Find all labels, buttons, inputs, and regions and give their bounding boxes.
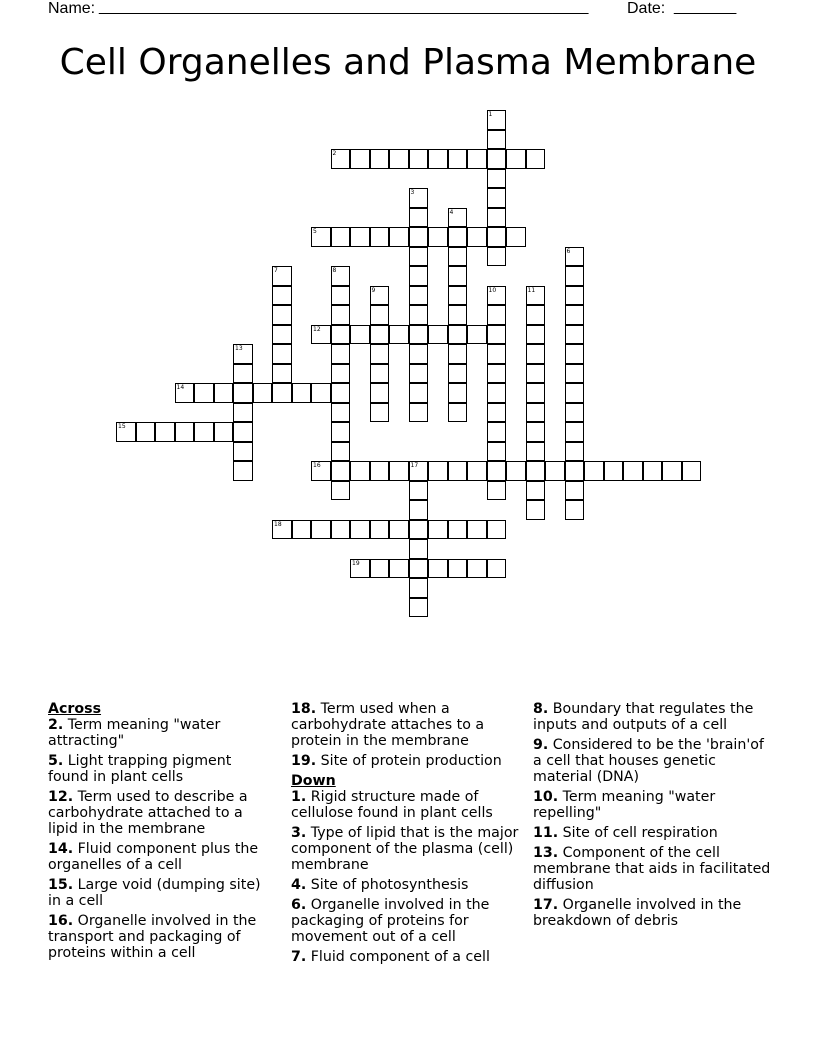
- clue-number: 8.: [533, 701, 549, 717]
- crossword-cell[interactable]: [409, 403, 429, 423]
- clue-text: Organelle involved in the transport and packaging of proteins within a cell: [48, 913, 257, 961]
- clue-number: 17: [410, 462, 419, 469]
- crossword-cell[interactable]: [448, 559, 468, 579]
- crossword-cell[interactable]: [565, 442, 585, 462]
- crossword-cell[interactable]: [526, 422, 546, 442]
- clue-item: [533, 701, 773, 733]
- clue-number: 15.: [48, 877, 74, 893]
- clue-number: 18.: [291, 701, 317, 717]
- crossword-cell[interactable]: [565, 305, 585, 325]
- crossword-cell[interactable]: [409, 598, 429, 618]
- clue-text: Term used when a carbohydrate attaches to a protein in the membrane: [291, 701, 485, 749]
- crossword-cell[interactable]: [233, 442, 253, 462]
- crossword-cell[interactable]: [428, 227, 448, 247]
- clue-number: 4: [449, 208, 454, 216]
- crossword-cell[interactable]: [506, 227, 526, 247]
- crossword-cell[interactable]: [565, 481, 585, 501]
- crossword-cell[interactable]: [292, 383, 312, 403]
- crossword-cell[interactable]: [565, 247, 585, 267]
- crossword-cell[interactable]: [487, 344, 507, 364]
- crossword-cell[interactable]: [623, 461, 643, 481]
- crossword-cell[interactable]: [370, 461, 390, 481]
- crossword-cell[interactable]: [350, 520, 370, 540]
- crossword-cell[interactable]: [565, 286, 585, 306]
- clue-item: [291, 701, 527, 749]
- crossword-cell[interactable]: [409, 481, 429, 501]
- crossword-cell[interactable]: [409, 559, 429, 579]
- crossword-cell[interactable]: [311, 325, 331, 345]
- crossword-cell[interactable]: [448, 364, 468, 384]
- crossword-cell[interactable]: [428, 461, 448, 481]
- clue-text: Organelle involved in the packaging of proteins for movement out of a cell: [291, 897, 490, 945]
- crossword-cell[interactable]: [233, 344, 253, 364]
- clue-item: [48, 841, 276, 873]
- crossword-cell[interactable]: [545, 461, 565, 481]
- clue-number: 7: [274, 267, 278, 274]
- clue-text: Site of cell respiration: [558, 825, 718, 841]
- crossword-cell[interactable]: [448, 266, 468, 286]
- crossword-cell[interactable]: [682, 461, 702, 481]
- crossword-cell[interactable]: [233, 364, 253, 384]
- crossword-cell[interactable]: [409, 325, 429, 345]
- crossword-cell[interactable]: [331, 305, 351, 325]
- crossword-cell[interactable]: [448, 325, 468, 345]
- clue-item: [533, 897, 773, 929]
- crossword-cell[interactable]: [370, 227, 390, 247]
- clue-item: [291, 753, 527, 769]
- crossword-cell[interactable]: [331, 227, 351, 247]
- crossword-cell[interactable]: [448, 305, 468, 325]
- clue-text: Site of photosynthesis: [306, 877, 469, 893]
- crossword-cell[interactable]: [272, 305, 292, 325]
- crossword-cell[interactable]: [487, 169, 507, 189]
- crossword-cell[interactable]: [155, 422, 175, 442]
- crossword-cell[interactable]: [311, 461, 331, 481]
- crossword-cell[interactable]: [389, 149, 409, 169]
- crossword-cell[interactable]: [311, 520, 331, 540]
- crossword-cell[interactable]: [565, 383, 585, 403]
- crossword-cell[interactable]: [409, 188, 429, 208]
- crossword-cell[interactable]: [487, 208, 507, 228]
- clue-number: 14.: [48, 841, 74, 857]
- clue-text: Light trapping pigment found in plant cells: [48, 753, 232, 785]
- crossword-cell[interactable]: [448, 383, 468, 403]
- crossword-cell[interactable]: [487, 286, 507, 306]
- clue-text: Considered to be the 'brain'of a cell that houses genetic material (DNA): [533, 737, 764, 785]
- crossword-cell[interactable]: [272, 364, 292, 384]
- page-title: Cell Organelles and Plasma Membrane: [59, 42, 757, 83]
- crossword-cell[interactable]: [409, 364, 429, 384]
- crossword-cell[interactable]: [331, 344, 351, 364]
- crossword-cell[interactable]: [565, 422, 585, 442]
- crossword-cell[interactable]: [526, 383, 546, 403]
- crossword-cell[interactable]: [565, 500, 585, 520]
- clue-number: 19: [352, 559, 360, 567]
- crossword-cell[interactable]: [448, 149, 468, 169]
- crossword-cell[interactable]: [272, 325, 292, 345]
- crossword-cell[interactable]: [409, 227, 429, 247]
- clue-item: [48, 753, 276, 785]
- clue-number: 17.: [533, 897, 559, 913]
- crossword-cell[interactable]: [487, 130, 507, 150]
- crossword-cell[interactable]: [272, 383, 292, 403]
- crossword-cell[interactable]: [526, 364, 546, 384]
- clue-text: Fluid component of a cell: [306, 949, 490, 965]
- crossword-cell[interactable]: [487, 149, 507, 169]
- clue-number: 3.: [291, 825, 307, 841]
- crossword-cell[interactable]: [604, 461, 624, 481]
- clue-item: [291, 949, 527, 965]
- crossword-cell[interactable]: [428, 149, 448, 169]
- clue-number: 3: [410, 189, 415, 196]
- crossword-cell[interactable]: [487, 481, 507, 501]
- crossword-cell[interactable]: [448, 520, 468, 540]
- crossword-cell[interactable]: [409, 344, 429, 364]
- crossword-cell[interactable]: [565, 364, 585, 384]
- crossword-cell[interactable]: [409, 247, 429, 267]
- crossword-cell[interactable]: [487, 422, 507, 442]
- clue-text: Boundary that regulates the inputs and outputs of a cell: [533, 701, 754, 733]
- crossword-cell[interactable]: [467, 149, 487, 169]
- crossword-cell[interactable]: [370, 149, 390, 169]
- crossword-cell[interactable]: [526, 461, 546, 481]
- clue-text: Rigid structure made of cellulose found in plant cells: [291, 789, 493, 821]
- crossword-cell[interactable]: [448, 286, 468, 306]
- crossword-cell[interactable]: [448, 208, 468, 228]
- crossword-cell[interactable]: [175, 383, 195, 403]
- clue-number: 12: [313, 325, 321, 333]
- crossword-cell[interactable]: [506, 461, 526, 481]
- crossword-cell[interactable]: [428, 325, 448, 345]
- date-label: Date:: [627, 0, 666, 17]
- clue-text: Term used to describe a carbohydrate attached to a lipid in the membrane: [48, 789, 248, 837]
- clue-item: [48, 789, 276, 837]
- crossword-cell[interactable]: [487, 461, 507, 481]
- crossword-cell[interactable]: [331, 403, 351, 423]
- clue-text: Term meaning "water repelling": [533, 789, 716, 821]
- crossword-cell[interactable]: [331, 422, 351, 442]
- clue-text: Fluid component plus the organelles of a cell: [48, 841, 259, 873]
- clue-number: 6: [566, 247, 571, 255]
- crossword-cell[interactable]: [331, 520, 351, 540]
- clue-column-3: [533, 701, 773, 933]
- crossword-cell[interactable]: [428, 559, 448, 579]
- crossword-cell[interactable]: [214, 422, 234, 442]
- crossword-cell[interactable]: [350, 559, 370, 579]
- crossword-cell[interactable]: [233, 461, 253, 481]
- crossword-cell[interactable]: [350, 461, 370, 481]
- crossword-cell[interactable]: [643, 461, 663, 481]
- crossword-cell[interactable]: [389, 559, 409, 579]
- crossword-cell[interactable]: [487, 403, 507, 423]
- clue-number: 12.: [48, 789, 74, 805]
- crossword-cell[interactable]: [370, 383, 390, 403]
- clue-text: Term meaning "water attracting": [48, 717, 221, 749]
- crossword-cell[interactable]: [409, 266, 429, 286]
- crossword-cell[interactable]: [331, 383, 351, 403]
- crossword-cell[interactable]: [233, 383, 253, 403]
- down-heading: Down: [291, 773, 336, 789]
- crossword-cell[interactable]: [487, 383, 507, 403]
- crossword-cell[interactable]: [487, 520, 507, 540]
- crossword-cell[interactable]: [526, 481, 546, 501]
- crossword-cell[interactable]: [467, 325, 487, 345]
- crossword-cell[interactable]: [370, 286, 390, 306]
- crossword-cell[interactable]: [409, 286, 429, 306]
- crossword-cell[interactable]: [487, 188, 507, 208]
- clue-item: [291, 789, 527, 821]
- clue-number: 10.: [533, 789, 559, 805]
- clue-number: 16: [313, 462, 321, 469]
- clue-item: [533, 825, 773, 841]
- clue-number: 19.: [291, 753, 317, 769]
- clue-text: Large void (dumping site) in a cell: [48, 877, 261, 909]
- crossword-cell[interactable]: [428, 520, 448, 540]
- clue-number: 9: [371, 286, 376, 294]
- crossword-cell[interactable]: [116, 422, 136, 442]
- crossword-cell[interactable]: [409, 383, 429, 403]
- crossword-cell[interactable]: [487, 305, 507, 325]
- crossword-cell[interactable]: [331, 364, 351, 384]
- crossword-cell[interactable]: [467, 227, 487, 247]
- clue-number: 1.: [291, 789, 307, 805]
- clue-item: [291, 877, 527, 893]
- crossword-cell[interactable]: [506, 149, 526, 169]
- crossword-cell[interactable]: [233, 403, 253, 423]
- clue-item: [48, 913, 276, 961]
- crossword-cell[interactable]: [409, 539, 429, 559]
- crossword-cell[interactable]: [233, 422, 253, 442]
- crossword-cell[interactable]: [526, 344, 546, 364]
- crossword-cell[interactable]: [526, 325, 546, 345]
- crossword-cell[interactable]: [409, 208, 429, 228]
- crossword-cell[interactable]: [487, 227, 507, 247]
- crossword-cell[interactable]: [409, 149, 429, 169]
- clue-number: 4.: [291, 877, 307, 893]
- clue-text: Organelle involved in the breakdown of debris: [533, 897, 742, 929]
- crossword-cell[interactable]: [487, 110, 507, 130]
- crossword-cell[interactable]: [526, 442, 546, 462]
- clue-number: 11: [527, 286, 536, 294]
- crossword-cell[interactable]: [272, 266, 292, 286]
- crossword-cell[interactable]: [272, 286, 292, 306]
- crossword-cell[interactable]: [389, 520, 409, 540]
- crossword-cell[interactable]: [487, 442, 507, 462]
- crossword-cell[interactable]: [350, 149, 370, 169]
- crossword-cell[interactable]: [292, 520, 312, 540]
- crossword-cell[interactable]: [526, 305, 546, 325]
- crossword-cell[interactable]: [389, 325, 409, 345]
- crossword-cell[interactable]: [584, 461, 604, 481]
- crossword-cell[interactable]: [526, 403, 546, 423]
- crossword-cell[interactable]: [331, 266, 351, 286]
- clue-item: [533, 845, 773, 893]
- crossword-cell[interactable]: [331, 286, 351, 306]
- crossword-cell[interactable]: [487, 247, 507, 267]
- crossword-cell[interactable]: [448, 344, 468, 364]
- clue-number: 14: [176, 384, 185, 391]
- crossword-cell[interactable]: [565, 344, 585, 364]
- clue-number: 16.: [48, 913, 74, 929]
- crossword-cell[interactable]: [565, 325, 585, 345]
- clue-number: 9.: [533, 737, 549, 753]
- clue-number: 11.: [533, 825, 559, 841]
- clue-text: Type of lipid that is the major component of the plasma (cell) membrane: [291, 825, 519, 873]
- crossword-cell[interactable]: [175, 422, 195, 442]
- crossword-cell[interactable]: [409, 520, 429, 540]
- crossword-cell[interactable]: [467, 559, 487, 579]
- date-field[interactable]: _______: [674, 0, 737, 15]
- clue-number: 10: [488, 286, 497, 294]
- clue-text: Site of protein production: [316, 753, 502, 769]
- crossword-cell[interactable]: [136, 422, 156, 442]
- crossword-cell[interactable]: [311, 227, 331, 247]
- clue-number: 5.: [48, 753, 64, 769]
- crossword-cell[interactable]: [389, 461, 409, 481]
- clue-text: Component of the cell membrane that aids in facilitated diffusion: [533, 845, 771, 893]
- crossword-cell[interactable]: [272, 344, 292, 364]
- crossword-cell[interactable]: [409, 500, 429, 520]
- crossword-cell[interactable]: [565, 403, 585, 423]
- clue-number: 7.: [291, 949, 307, 965]
- crossword-cell[interactable]: [331, 325, 351, 345]
- clue-number: 2: [332, 150, 337, 157]
- clue-number: 18: [274, 520, 282, 528]
- crossword-cell[interactable]: [370, 403, 390, 423]
- crossword-cell[interactable]: [350, 227, 370, 247]
- crossword-cell[interactable]: [487, 364, 507, 384]
- crossword-cell[interactable]: [565, 461, 585, 481]
- clue-number: 13.: [533, 845, 559, 861]
- crossword-cell[interactable]: [409, 461, 429, 481]
- clue-item: [48, 877, 276, 909]
- clue-number: 15: [118, 423, 126, 430]
- crossword-cell[interactable]: [448, 227, 468, 247]
- crossword-cell[interactable]: [214, 383, 234, 403]
- crossword-cell[interactable]: [331, 442, 351, 462]
- crossword-cell[interactable]: [487, 325, 507, 345]
- clue-number: 13: [235, 345, 243, 352]
- crossword-cell[interactable]: [370, 344, 390, 364]
- crossword-cell[interactable]: [331, 461, 351, 481]
- crossword-cell[interactable]: [311, 383, 331, 403]
- crossword-cell[interactable]: [487, 559, 507, 579]
- across-heading: Across: [48, 701, 102, 717]
- clue-column-2: [291, 701, 527, 969]
- header: [48, 0, 768, 20]
- clue-item: [291, 897, 527, 945]
- crossword-cell[interactable]: [370, 364, 390, 384]
- crossword-cell[interactable]: [526, 286, 546, 306]
- clue-item: [533, 789, 773, 821]
- crossword-cell[interactable]: [272, 520, 292, 540]
- crossword-cell[interactable]: [448, 247, 468, 267]
- crossword-cell[interactable]: [331, 481, 351, 501]
- clue-number: 1: [488, 111, 493, 118]
- crossword-cell[interactable]: [526, 500, 546, 520]
- clue-number: 5: [313, 228, 317, 235]
- crossword-cell[interactable]: [194, 383, 214, 403]
- crossword-cell[interactable]: [662, 461, 682, 481]
- clue-number: 8: [332, 267, 337, 274]
- crossword-cell[interactable]: [253, 383, 273, 403]
- clue-item: [533, 737, 773, 785]
- crossword-cell[interactable]: [370, 559, 390, 579]
- crossword-cell[interactable]: [448, 461, 468, 481]
- clue-item: [291, 825, 527, 873]
- clue-number: 6.: [291, 897, 307, 913]
- crossword-cell[interactable]: [194, 422, 214, 442]
- name-field[interactable]: _______________________________________________________: [99, 0, 589, 15]
- crossword-cell[interactable]: [526, 149, 546, 169]
- crossword-cell[interactable]: [409, 578, 429, 598]
- crossword-cell[interactable]: [350, 325, 370, 345]
- name-label: Name:: [48, 0, 96, 17]
- crossword-cell[interactable]: [467, 461, 487, 481]
- clue-column-1: [48, 701, 276, 965]
- clue-item: [48, 717, 276, 749]
- crossword-cell[interactable]: [448, 403, 468, 423]
- crossword-cell[interactable]: [370, 305, 390, 325]
- crossword-cell[interactable]: [565, 266, 585, 286]
- crossword-cell[interactable]: [409, 305, 429, 325]
- crossword-cell[interactable]: [331, 149, 351, 169]
- crossword-cell[interactable]: [467, 520, 487, 540]
- crossword-cell[interactable]: [370, 325, 390, 345]
- clue-number: 2.: [48, 717, 64, 733]
- crossword-cell[interactable]: [389, 227, 409, 247]
- crossword-cell[interactable]: [370, 520, 390, 540]
